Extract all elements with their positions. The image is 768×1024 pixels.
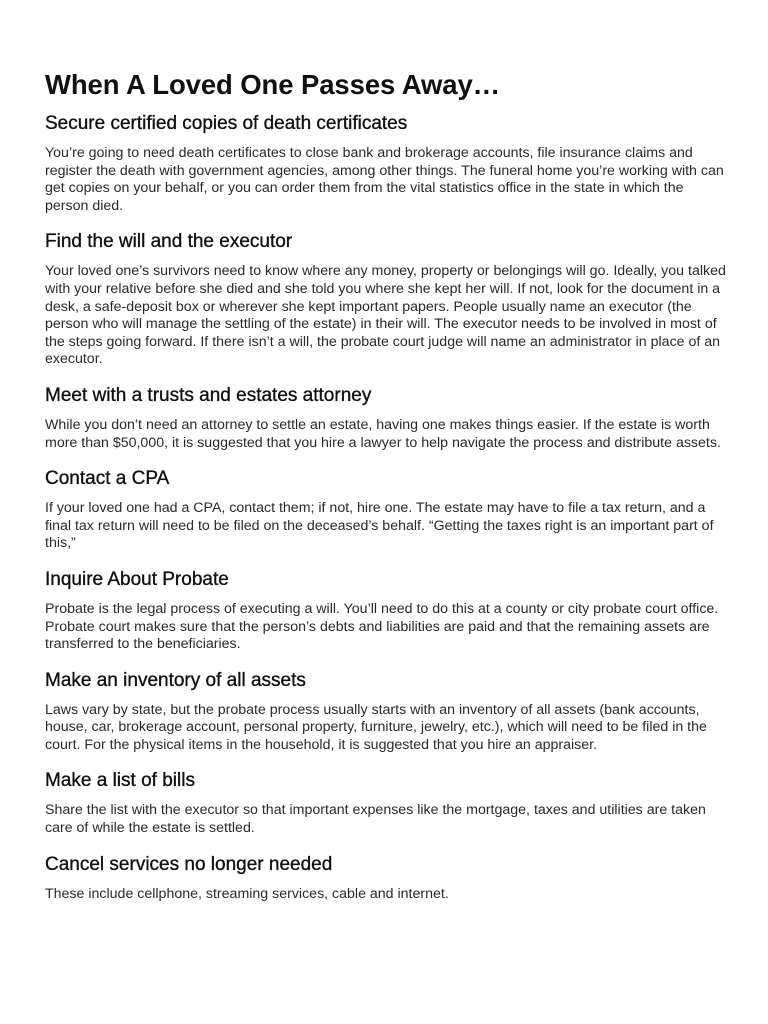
section-heading: Make an inventory of all assets [45, 669, 306, 691]
section-inventory [45, 668, 730, 755]
section-death-certificates [45, 111, 730, 215]
section-body: Probate is the legal process of executing a will. You’ll need to do this at a county or city probate court office. Probate court makes sure that the person’s debts and liabilities are paid and that the remaining assets are transferred to the beneficiaries. [45, 600, 719, 653]
page-title: When A Loved One Passes Away… [45, 69, 501, 100]
section-body: You’re going to need death certificates to close bank and brokerage accounts, file insurance claims and register the death with government agencies, among other things. The funeral home you’re working with can get copies on your behalf, or you can order them from the vital statistics office in the state in which the person died. [45, 145, 724, 214]
section-bills [45, 768, 730, 837]
section-cpa [45, 466, 730, 553]
section-heading: Contact a CPA [45, 468, 170, 490]
section-body: These include cellphone, streaming services, cable and internet. [45, 885, 449, 902]
section-heading: Meet with a trusts and estates attorney [45, 384, 372, 406]
section-heading: Find the will and the executor [45, 231, 293, 253]
section-probate [45, 567, 730, 654]
document-page [45, 66, 730, 917]
section-body: Your loved one’s survivors need to know where any money, property or belongings will go. Ideally, you talked with your relative before she died and she told you where she kept her will. If not, look for the document in a desk, a safe-deposit box or wherever she kept important papers. People usually name an executor (the person who will manage the settling of the estate) in their will. The executor needs to be involved in most of the steps going forward. If there isn’t a will, the probate court judge will name an administrator in place of an executor. [45, 263, 726, 368]
section-body: Share the list with the executor so that important expenses like the mortgage, taxes and utilities are taken care of while the estate is settled. [45, 802, 706, 837]
section-will-executor [45, 229, 730, 369]
section-heading: Cancel services no longer needed [45, 853, 333, 875]
section-heading: Secure certified copies of death certificates [45, 113, 408, 134]
section-heading: Make a list of bills [45, 770, 195, 792]
section-heading: Inquire About Probate [45, 568, 229, 590]
section-body: While you don’t need an attorney to settle an estate, having one makes things easier. If the estate is worth more than $50,000, it is suggested that you hire a lawyer to help navigate the process and distribute assets. [45, 416, 721, 451]
section-attorney [45, 383, 730, 452]
section-body: If your loved one had a CPA, contact them; if not, hire one. The estate may have to file a tax return, and a final tax return will need to be filed on the deceased’s behalf. “Getting the taxes right is an important part of this,” [45, 500, 714, 552]
section-cancel-services [45, 852, 730, 904]
section-body: Laws vary by state, but the probate process usually starts with an inventory of all assets (bank accounts, house, car, brokerage account, personal property, furniture, jewelry, etc.), which will need to be filed in the court. For the physical items in the household, it is suggested that you hire an appraiser. [45, 701, 707, 753]
